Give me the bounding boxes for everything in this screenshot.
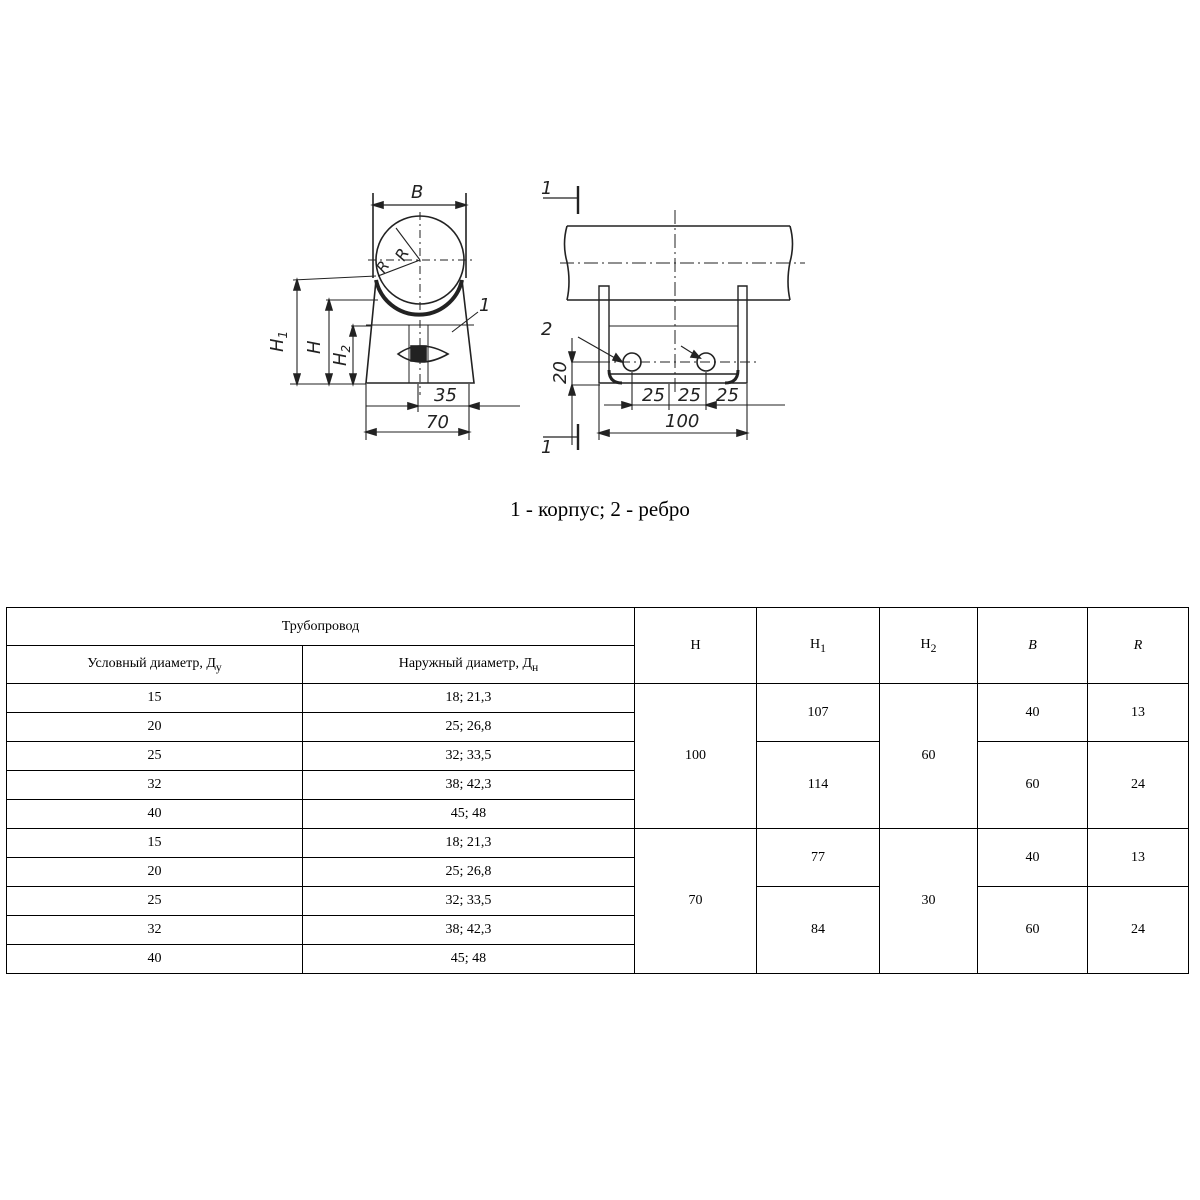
table-row — [7, 887, 1189, 916]
label-h: H — [304, 340, 325, 354]
cell-h: 100 — [635, 684, 757, 829]
cell-r: 13 — [1088, 829, 1189, 887]
cell-nominal: 20 — [7, 713, 303, 742]
section-label-top: 1 — [541, 178, 553, 199]
dim-25-left: 25 — [642, 385, 665, 406]
front-view — [290, 193, 520, 440]
cell-outer: 25; 26,8 — [303, 713, 635, 742]
cell-nominal: 25 — [7, 887, 303, 916]
cell-outer: 45; 48 — [303, 945, 635, 974]
figure-caption: 1 - корпус; 2 - ребро — [510, 497, 690, 521]
dim-70: 70 — [426, 412, 449, 433]
label-r2: R — [372, 257, 394, 277]
header-pipeline: Трубопровод — [7, 608, 635, 646]
cell-b: 60 — [978, 742, 1088, 829]
label-h1: $H_1$ — [267, 330, 290, 352]
cell-outer: 18; 21,3 — [303, 829, 635, 858]
technical-drawing — [0, 0, 1200, 560]
cell-nominal: 32 — [7, 771, 303, 800]
dim-100: 100 — [665, 411, 700, 432]
header-nominal-diameter: Условный диаметр, $Д_у$ — [7, 646, 303, 684]
cell-nominal: 15 — [7, 829, 303, 858]
cell-r: 13 — [1088, 684, 1189, 742]
header-r: R — [1088, 608, 1189, 684]
cell-outer: 45; 48 — [303, 800, 635, 829]
section-label-bottom: 1 — [541, 437, 553, 458]
callout-2: 2 — [541, 319, 553, 340]
dim-25-middle: 25 — [678, 385, 701, 406]
cell-h2: 30 — [880, 829, 978, 974]
header-h2: $H_2$ — [880, 608, 978, 684]
cell-h2: 60 — [880, 684, 978, 829]
dim-20: 20 — [550, 361, 571, 384]
header-h1: $H_1$ — [757, 608, 880, 684]
cell-outer: 38; 42,3 — [303, 916, 635, 945]
dimensions-table — [6, 607, 1189, 974]
cell-h1: 77 — [757, 829, 880, 887]
cell-b: 40 — [978, 829, 1088, 887]
cell-nominal: 15 — [7, 684, 303, 713]
label-b: B — [411, 182, 424, 203]
header-h: H — [635, 608, 757, 684]
cell-outer: 18; 21,3 — [303, 684, 635, 713]
table-row — [7, 684, 1189, 713]
cell-h1: 107 — [757, 684, 880, 742]
cell-b: 60 — [978, 887, 1088, 974]
cell-nominal: 25 — [7, 742, 303, 771]
cell-h1: 84 — [757, 887, 880, 974]
cell-outer: 32; 33,5 — [303, 742, 635, 771]
dim-35: 35 — [434, 385, 457, 406]
callout-1: 1 — [479, 295, 491, 316]
header-b: B — [978, 608, 1088, 684]
table-row — [7, 742, 1189, 771]
cell-outer: 32; 33,5 — [303, 887, 635, 916]
cell-nominal: 32 — [7, 916, 303, 945]
cell-r: 24 — [1088, 742, 1189, 829]
cell-b: 40 — [978, 684, 1088, 742]
cell-outer: 38; 42,3 — [303, 771, 635, 800]
label-h2: $H_2$ — [330, 344, 353, 366]
cell-nominal: 40 — [7, 800, 303, 829]
cell-r: 24 — [1088, 887, 1189, 974]
cell-h1: 114 — [757, 742, 880, 829]
cell-nominal: 40 — [7, 945, 303, 974]
header-outer-diameter: Наружный диаметр, $Д_н$ — [303, 646, 635, 684]
cell-nominal: 20 — [7, 858, 303, 887]
cell-outer: 25; 26,8 — [303, 858, 635, 887]
dim-25-right: 25 — [716, 385, 739, 406]
table-row — [7, 829, 1189, 858]
label-r: R — [391, 244, 414, 264]
cell-h: 70 — [635, 829, 757, 974]
